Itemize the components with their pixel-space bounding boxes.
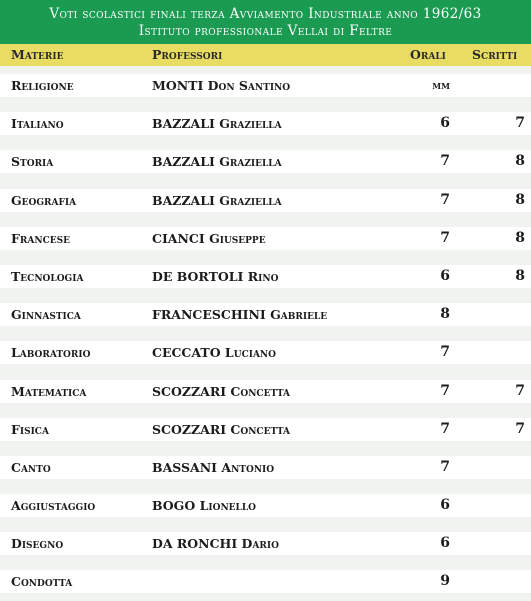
teacher-cell: MONTI Don Santino [152,78,291,93]
table-row [0,181,531,219]
oral-grade-cell: 7 [440,153,450,170]
table-row [0,104,531,142]
table-row [0,410,531,448]
subject-cell: Disegno [11,536,64,552]
subject-cell: Aggiustaggio [11,498,96,514]
written-grade-cell: 8 [515,191,525,208]
teacher-cell: SCOZZARI Concetta [152,421,291,437]
table-row [0,257,531,295]
oral-grade-cell: 6 [440,115,450,132]
oral-grade-cell: mm [432,79,450,92]
oral-grade-cell: 6 [440,535,450,552]
teacher-cell: BAZZALI Graziella [152,192,282,208]
subject-cell: Matematica [11,383,87,399]
title-banner [0,0,531,44]
subject-cell: Fisica [11,421,49,437]
subject-cell: Condotta [11,574,73,590]
oral-grade-cell: 7 [440,229,450,246]
oral-grade-cell: 6 [440,267,450,284]
table-row [0,333,531,371]
subject-cell: Canto [11,459,51,475]
teacher-cell: FRANCESCHINI Gabriele [152,307,328,323]
table-header [0,44,531,66]
oral-grade-cell: 7 [440,344,450,361]
written-grade-cell: 7 [515,420,525,437]
subject-cell: Francese [11,230,70,246]
title-line-2: Istituto professionale Vellai di Feltre [138,23,393,39]
written-grade-cell: 7 [515,382,525,399]
title-line-1: Voti scolastici finali terza Avviamento Industriale anno 1962/63 [49,6,482,22]
written-grade-cell: 8 [515,153,525,170]
subject-cell: Italiano [11,116,64,132]
teacher-cell: CECCATO Luciano [152,345,276,361]
oral-grade-cell: 7 [440,458,450,475]
oral-grade-cell: 7 [440,191,450,208]
table-row [0,486,531,524]
teacher-cell: BOGO Lionello [152,498,257,514]
teacher-cell: DA RONCHI Dario [152,536,279,552]
header-scritti: Scritti [472,47,518,62]
teacher-cell: DE BORTOLI Rino [152,268,279,284]
subject-cell: Laboratorio [11,345,91,361]
written-grade-cell: 8 [515,267,525,284]
table-row [0,295,531,333]
header-materie: Materie [11,47,64,62]
table-row [0,219,531,257]
oral-grade-cell: 7 [440,420,450,437]
subject-cell: Tecnologia [11,268,84,284]
teacher-cell: BASSANI Antonio [152,459,275,475]
table-row [0,524,531,562]
header-professori: Professori [152,47,223,62]
oral-grade-cell: 9 [440,573,450,590]
teacher-cell: SCOZZARI Concetta [152,383,291,399]
table-row [0,372,531,410]
subject-cell: Religione [11,78,74,93]
oral-grade-cell: 8 [440,306,450,323]
subject-cell: Ginnastica [11,307,81,323]
table-row [0,562,531,600]
row-stripe [0,570,531,593]
written-grade-cell: 8 [515,229,525,246]
table-row [0,142,531,180]
written-grade-cell: 7 [515,115,525,132]
teacher-cell: BAZZALI Graziella [152,116,282,132]
header-orali: Orali [410,47,446,62]
subject-cell: Geografia [11,192,77,208]
subject-cell: Storia [11,154,54,170]
table-row [0,66,531,104]
table-row [0,448,531,486]
oral-grade-cell: 6 [440,497,450,514]
oral-grade-cell: 7 [440,382,450,399]
teacher-cell: BAZZALI Graziella [152,154,282,170]
grades-table-body [0,66,531,601]
teacher-cell: CIANCI Giuseppe [152,230,266,246]
